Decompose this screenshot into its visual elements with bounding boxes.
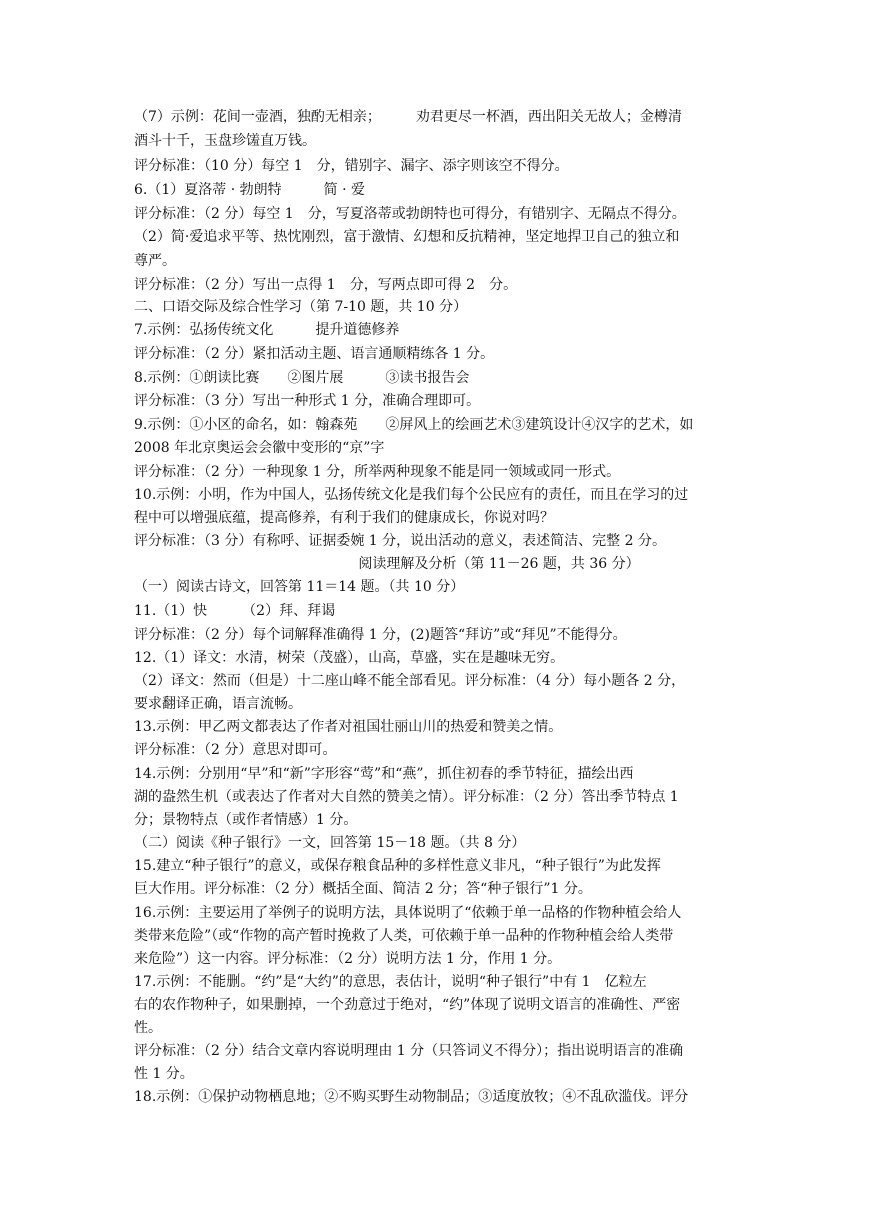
text-line: 尊严。 [134,253,176,269]
section-heading: 阅读理解及分析（第 11－26 题，共 36 分） [358,556,640,572]
text-line: 湖的盎然生机（或表达了作者对大自然的赞美之情）。评分标准：（2 分）答出季节特点 1 [134,789,679,805]
section-heading: 二、口语交际及综合性学习（第 7-10 题，共 10 分） [134,299,468,315]
text-line: 6.（1）夏洛蒂 · 勃朗特 简 · 爱 [134,182,365,198]
text-line: （2）简·爱追求平等、热忱刚烈，富于激情、幻想和反抗精神，坚定地捍卫自己的独立和 [134,229,680,245]
text-line: （2）译文：然而（但是）十二座山峰不能全部看见。评分标准：（4 分）每小题各 2 分， [134,673,686,689]
text-line: 性 1 分。 [134,1066,194,1082]
text-line: 巨大作用。评分标准：（2 分）概括全面、简洁 2 分；答“种子银行”1 分。 [134,881,592,897]
text-line: 评分标准：（2 分）结合文章内容说明理由 1 分（只答词义不得分）；指出说明语言的准确 [134,1043,684,1059]
text-line: 11.（1）快 （2）拜、拜谒 [134,603,336,619]
text-line: 10.示例：小明，作为中国人，弘扬传统文化是我们每个公民应有的责任，而且在学习的过 [134,487,689,503]
text-line: 程中可以增强底蕴，提高修养，有利于我们的健康成长，你说对吗？ [134,510,554,526]
text-line: 18.示例：①保护动物栖息地；②不购买野生动物制品；③适度放牧；④不乱砍滥伐。评分 [134,1089,689,1105]
text-line: （一）阅读古诗文，回答第 11＝14 题。（共 10 分） [134,579,465,595]
text-line: 12.（1）译文：水清，树荣（茂盛），山高，草盛，实在是趣味无穷。 [134,650,565,666]
text-line: 酒斗十千，玉盘珍馐直万钱。 [134,133,316,149]
text-line: 性。 [134,1020,162,1036]
text-line: 评分标准：（2 分）紧扣活动主题、语言通顺精练各 1 分。 [134,346,495,362]
text-line: 9.示例：①小区的命名，如：翰森苑 ②屏风上的绘画艺术③建筑设计④汉字的艺术，如 [134,417,694,433]
text-line: 15.建立“种子银行”的意义，或保存粮食品种的多样性意义非凡，“种子银行”为此发挥 [134,858,661,874]
text-line: 评分标准：（3 分）有称呼、证据委婉 1 分，说出活动的意义，表述简洁、完整 2 分。 [134,533,666,549]
text-line: 评分标准：（2 分）一种现象 1 分，所举两种现象不能是同一领域或同一形式。 [134,464,621,480]
text-line: 7.示例：弘扬传统文化 提升道德修养 [134,322,400,338]
text-line: 评分标准：（2 分）意思对即可。 [134,742,337,758]
text-line: 16.示例：主要运用了举例子的说明方法，具体说明了“依赖于单一品格的作物种植会给人 [134,905,682,921]
text-line: 要求翻译正确，语言流畅。 [134,696,302,712]
text-line: 右的农作物种子，如果删掉，一个劲意过于绝对，“约”体现了说明文语言的准确性、严密 [134,997,681,1013]
text-line: 评分标准：（2 分）每个词解释准确得 1 分，(2)题答“拜访”或“拜见”不能得分。 [134,627,627,643]
text-line: 评分标准：（3 分）写出一种形式 1 分，准确合理即可。 [134,393,481,409]
text-line: 2008 年北京奥运会会徽中变形的“京”字 [134,440,385,456]
text-line: 评分标准：（2 分）每空 1 分，写夏洛蒂或勃朗特也可得分，有错别字、无隔点不得分。 [134,206,686,222]
text-line: 分；景物特点（或作者情感）1 分。 [134,812,358,828]
text-line: 17.示例：不能删。“约”是“大约”的意思，表估计，说明“种子银行”中有 1 亿粒左 [134,974,647,990]
text-line: 评分标准：（2 分）写出一点得 1 分，写两点即可得 2 分。 [134,277,518,293]
text-line: （7）示例：花间一壶酒，独酌无相亲； 劝君更尽一杯酒，西出阳关无故人；金樽清 [134,109,682,125]
text-line: 14.示例：分别用“早”和“新”字形容“莺”和“燕”，抓住初春的季节特征，描绘出西 [134,766,634,782]
text-line: 来危险”）这一内容。评分标准：（2 分）说明方法 1 分，作用 1 分。 [134,951,562,967]
text-line: 8.示例：①朗读比赛 ②图片展 ③读书报告会 [134,370,470,386]
text-line: 评分标准：（10 分）每空 1 分，错别字、漏字、添字则该空不得分。 [134,158,569,174]
text-line: 13.示例：甲乙两文都表达了作者对祖国壮丽山川的热爱和赞美之情。 [134,719,563,735]
text-line: 类带来危险”（或“作物的高产暂时挽救了人类，可依赖于单一品种的作物种植会给人类带 [134,928,674,944]
text-line: （二）阅读《种子银行》一文，回答第 15－18 题。（共 8 分） [134,835,526,851]
